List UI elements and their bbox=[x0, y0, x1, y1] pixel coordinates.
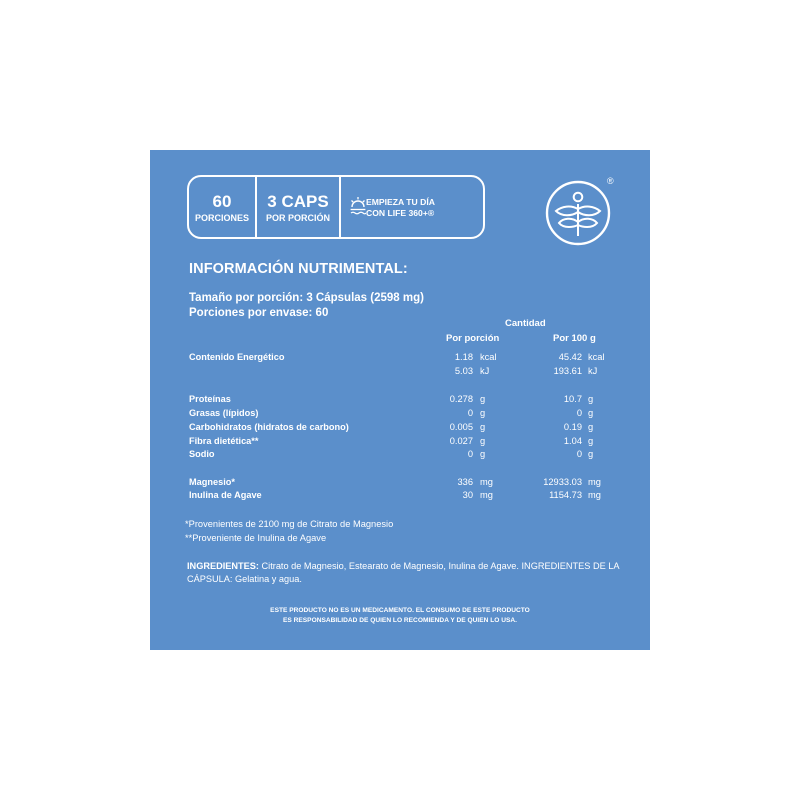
nutrient-unit: g bbox=[480, 422, 486, 432]
nutrient-label: Proteínas bbox=[189, 394, 231, 404]
sunrise-icon bbox=[350, 196, 366, 218]
disclaimer-line-2: ES RESPONSABILIDAD DE QUIEN LO RECOMIENDA Y DE QUIEN LO USA. bbox=[283, 617, 517, 624]
nutrient-unit-100: mg bbox=[588, 477, 601, 487]
nutrient-serving: 0.278 bbox=[449, 394, 473, 404]
ingredients-label: INGREDIENTES: bbox=[187, 561, 259, 571]
nutrient-label: Magnesio* bbox=[189, 477, 235, 487]
nutrient-unit-100: g bbox=[588, 436, 594, 446]
serving-size: Tamaño por porción: 3 Cápsulas (2598 mg) bbox=[189, 292, 424, 304]
footnote-inulin: **Proveniente de Inulina de Agave bbox=[185, 533, 327, 543]
nutrient-serving: 336 bbox=[457, 477, 473, 487]
energy-kj-100g: 193.61 bbox=[553, 366, 582, 376]
servings-label: PORCIONES bbox=[194, 213, 249, 223]
energy-kcal-unit: kcal bbox=[480, 352, 497, 362]
nutrient-per100: 12933.03 bbox=[543, 477, 582, 487]
column-header-per-serving: Por porción bbox=[446, 333, 500, 344]
nutrient-per100: 1.04 bbox=[563, 436, 582, 446]
nutrient-unit: g bbox=[480, 449, 486, 459]
energy-kj-unit-100g: kJ bbox=[588, 366, 598, 376]
nutrient-serving: 0 bbox=[467, 449, 473, 459]
slogan-line-2: CON LIFE 360+® bbox=[366, 208, 435, 218]
energy-kcal-serving: 1.18 bbox=[454, 352, 473, 362]
registered-mark: ® bbox=[607, 176, 614, 186]
nutrient-per100: 0 bbox=[576, 408, 582, 418]
nutrition-title: INFORMACIÓN NUTRIMENTAL: bbox=[189, 261, 408, 277]
badge-divider bbox=[339, 176, 341, 238]
energy-kj-serving: 5.03 bbox=[454, 366, 473, 376]
energy-kcal-100g: 45.42 bbox=[558, 352, 582, 362]
ingredients-text: Citrato de Magnesio, Estearato de Magnesio, Inulina de Agave. INGREDIENTES DE LA CÁPSULA: Gelatina y agua. bbox=[187, 561, 620, 585]
nutrient-unit-100: g bbox=[588, 394, 594, 404]
nutrient-serving: 30 bbox=[462, 490, 473, 500]
slogan-line-1: EMPIEZA TU DÍA bbox=[366, 197, 435, 207]
nutrient-unit-100: g bbox=[588, 449, 594, 459]
nutrient-unit: g bbox=[480, 408, 486, 418]
nutrient-serving: 0.005 bbox=[449, 422, 473, 432]
energy-kcal-unit-100g: kcal bbox=[588, 352, 605, 362]
nutrient-per100: 1154.73 bbox=[549, 490, 582, 500]
energy-kj-unit: kJ bbox=[480, 366, 490, 376]
nutrient-serving: 0 bbox=[467, 408, 473, 418]
nutrient-unit: mg bbox=[480, 477, 493, 487]
slogan bbox=[366, 197, 435, 219]
nutrient-unit: g bbox=[480, 394, 486, 404]
nutrient-unit: g bbox=[480, 436, 486, 446]
disclaimer-line-1: ESTE PRODUCTO NO ES UN MEDICAMENTO. EL CONSUMO DE ESTE PRODUCTO bbox=[270, 607, 530, 614]
nutrient-label: Inulina de Agave bbox=[189, 490, 262, 500]
servings-per-container: Porciones por envase: 60 bbox=[189, 307, 329, 319]
footnote-magnesium: *Provenientes de 2100 mg de Citrato de Magnesio bbox=[185, 519, 394, 529]
nutrient-unit: mg bbox=[480, 490, 493, 500]
nutrient-label: Carbohidratos (hidratos de carbono) bbox=[189, 422, 349, 432]
nutrient-unit-100: g bbox=[588, 422, 594, 432]
nutrient-per100: 0.19 bbox=[563, 422, 582, 432]
nutrient-label: Sodio bbox=[189, 449, 215, 459]
nutrient-label: Grasas (lípidos) bbox=[189, 408, 259, 418]
servings-number: 60 bbox=[212, 192, 232, 211]
nutrient-unit-100: g bbox=[588, 408, 594, 418]
plant-leaf-logo-icon bbox=[543, 178, 613, 248]
energy-label: Contenido Energético bbox=[189, 352, 285, 362]
caps-number: 3 CAPS bbox=[267, 192, 329, 211]
column-header-per-100g: Por 100 g bbox=[553, 333, 596, 344]
nutrient-unit-100: mg bbox=[588, 490, 601, 500]
nutrient-serving: 0.027 bbox=[449, 436, 473, 446]
ingredients bbox=[187, 560, 622, 586]
nutrient-per100: 0 bbox=[576, 449, 582, 459]
column-group-header: Cantidad bbox=[505, 318, 546, 329]
nutrient-label: Fibra dietética** bbox=[189, 436, 259, 446]
caps-label: POR PORCIÓN bbox=[265, 213, 330, 223]
nutrient-per100: 10.7 bbox=[563, 394, 582, 404]
